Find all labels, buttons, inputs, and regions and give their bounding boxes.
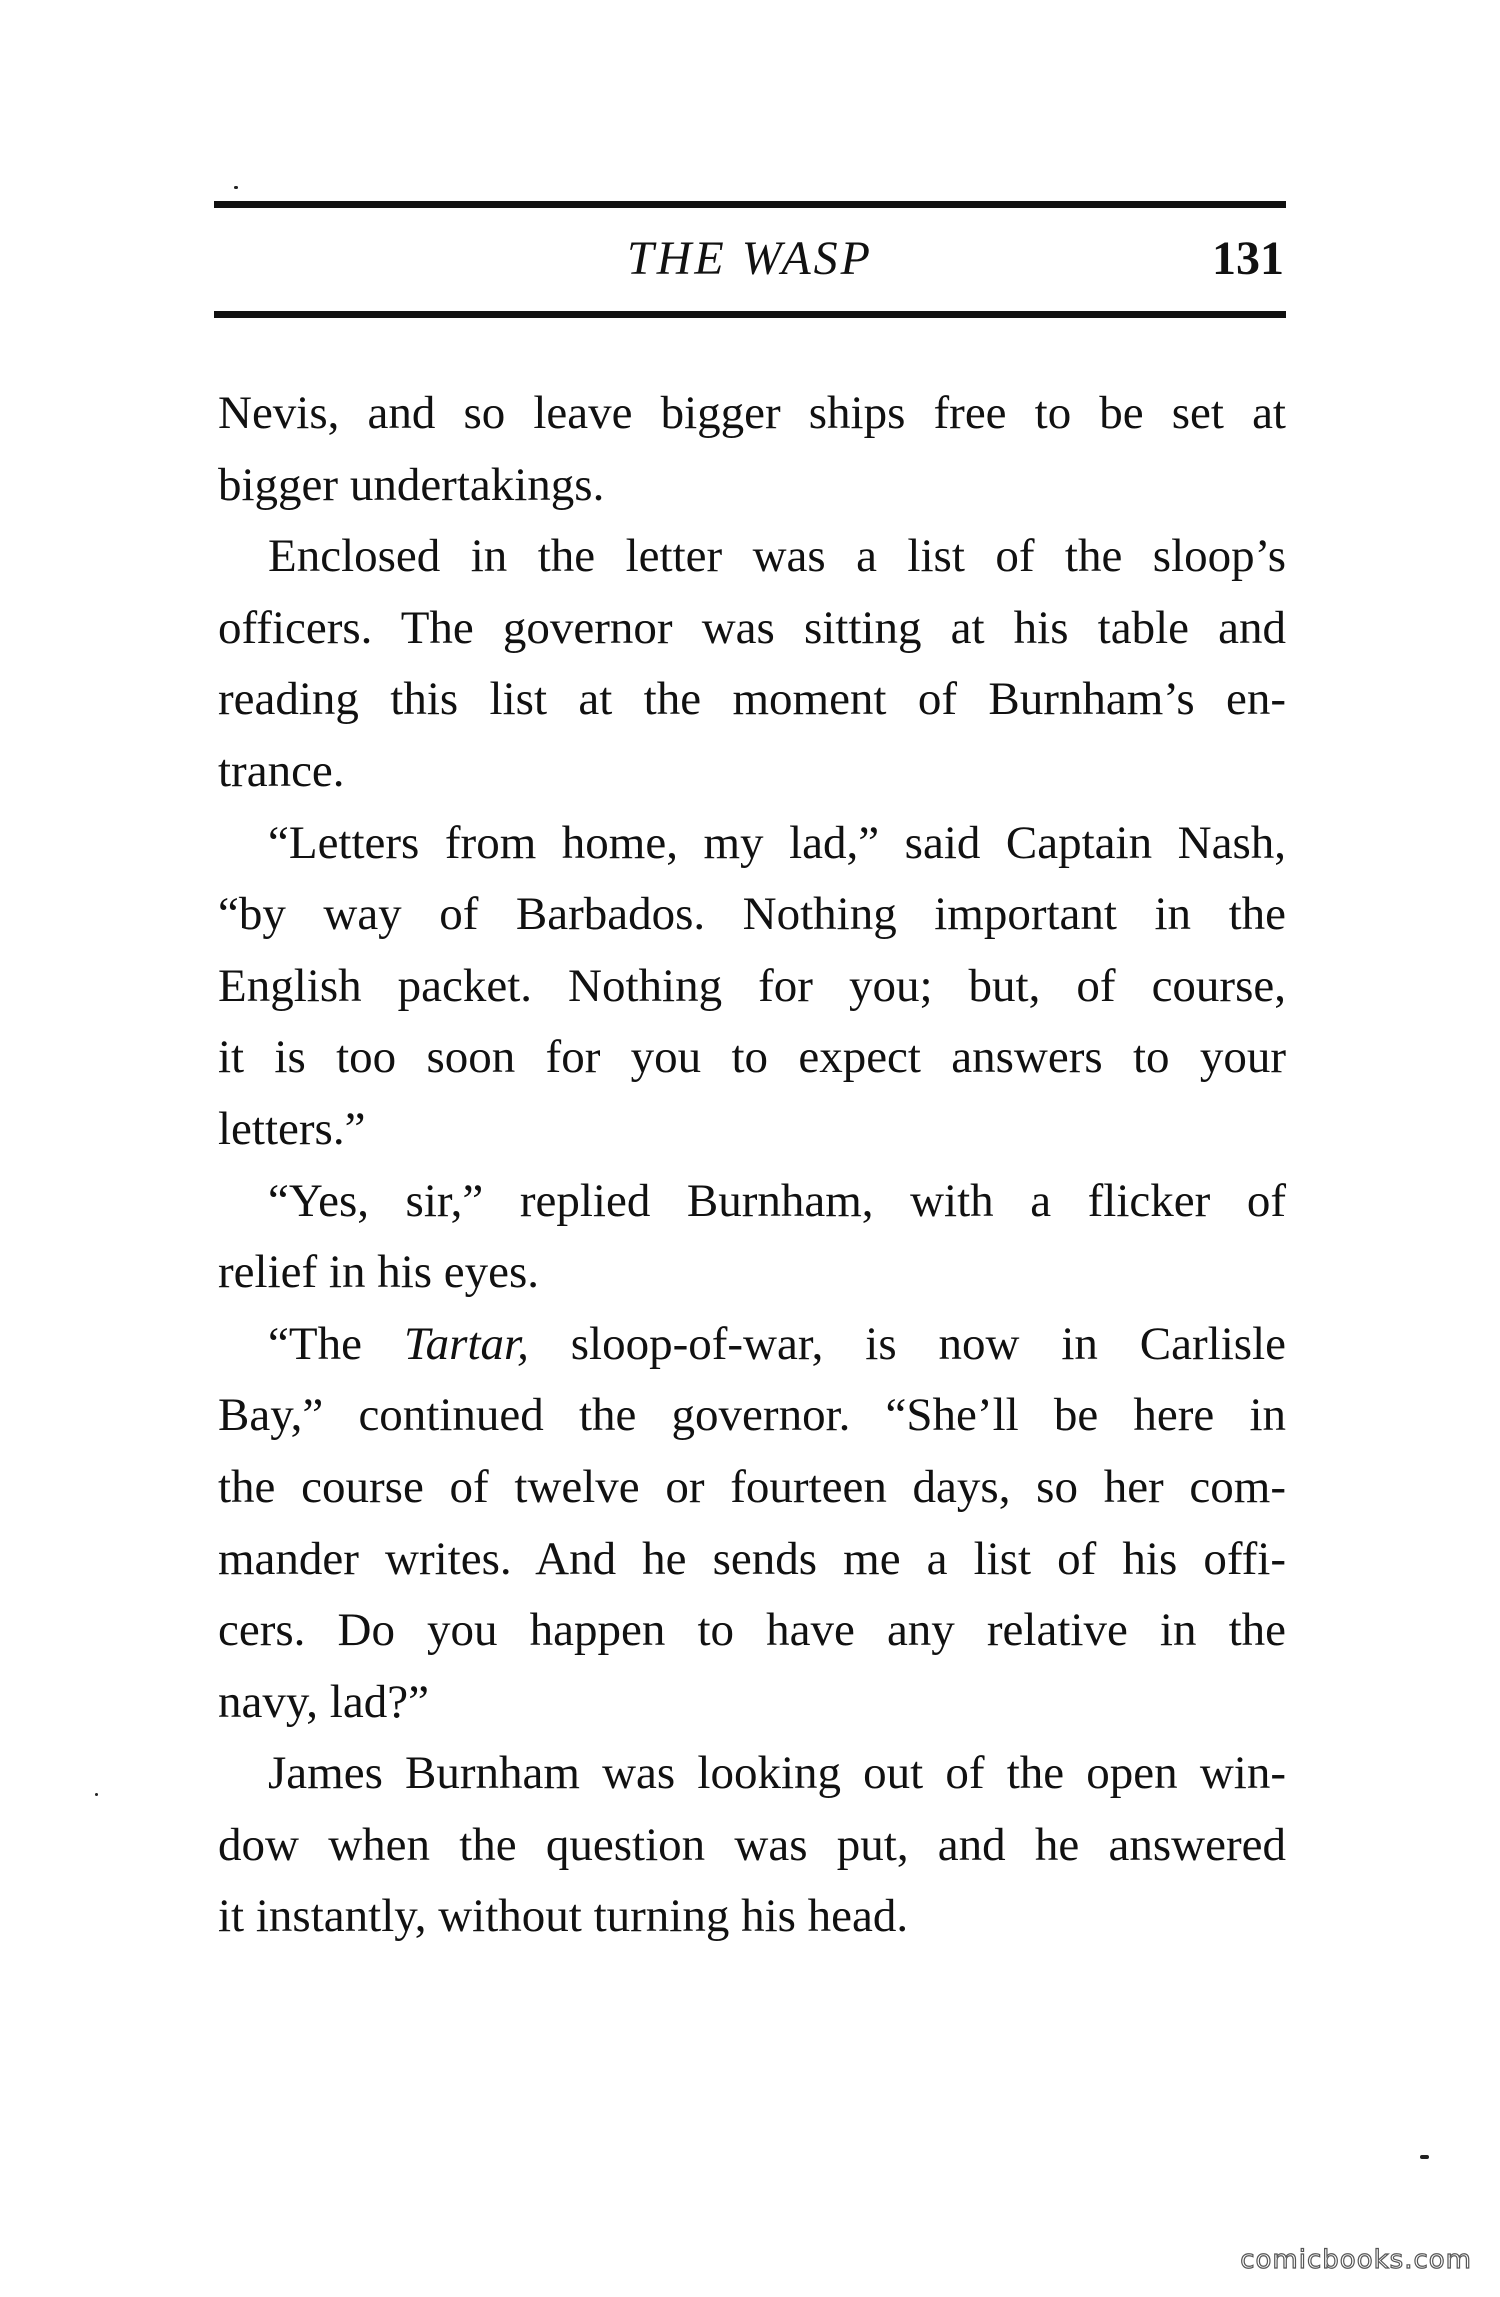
text-segment: “The (268, 1317, 404, 1370)
text-segment: sloop-of-war, is now in Carlisle (528, 1317, 1286, 1370)
text-line: “by way of Barbados. Nothing important in the (218, 888, 1286, 941)
text-line: it instantly, without turning his head. (218, 1890, 909, 1943)
text-line: Bay,” continued the governor. “She’ll be here in (218, 1389, 1286, 1442)
print-speck (234, 186, 238, 189)
body-text (218, 378, 1286, 1953)
text-line: relief in his eyes. (218, 1246, 540, 1299)
text-line: cers. Do you happen to have any relative in the (218, 1604, 1286, 1657)
text-line: reading this list at the moment of Burnham’s en- (218, 673, 1286, 726)
text-line: Enclosed in the letter was a list of the sloop’s (268, 530, 1286, 583)
text-line: officers. The governor was sitting at his table and (218, 601, 1286, 654)
text-line: navy, lad?” (218, 1675, 429, 1728)
watermark-logo: comicbooks.com (1240, 2245, 1472, 2275)
page-number: 131 (1212, 232, 1284, 285)
header-top-rule (214, 201, 1286, 208)
text-line: bigger undertakings. (218, 458, 605, 511)
text-line: trance. (218, 744, 345, 797)
text-line: “Yes, sir,” replied Burnham, with a flicker of (268, 1174, 1286, 1227)
print-speck (95, 1793, 98, 1796)
text-line: letters.” (218, 1102, 366, 1155)
text-line: it is too soon for you to expect answers to your (218, 1031, 1286, 1084)
print-speck (1420, 2155, 1429, 2159)
text-line: James Burnham was looking out of the open win- (268, 1747, 1286, 1800)
text-line: dow when the question was put, and he answered (218, 1818, 1286, 1871)
text-line: mander writes. And he sends me a list of his offi- (218, 1532, 1286, 1585)
text-line: Nevis, and so leave bigger ships free to be set at (218, 387, 1286, 439)
text-line (218, 1309, 1286, 1381)
text-line: “Letters from home, my lad,” said Captain Nash, (268, 816, 1286, 869)
running-title: THE WASP (627, 232, 873, 285)
running-head (214, 225, 1286, 295)
text-line: English packet. Nothing for you; but, of course, (218, 959, 1286, 1012)
text-line: the course of twelve or fourteen days, so her com- (218, 1460, 1286, 1513)
header-bottom-rule (214, 311, 1286, 318)
ship-name-italic: Tartar, (403, 1317, 529, 1370)
